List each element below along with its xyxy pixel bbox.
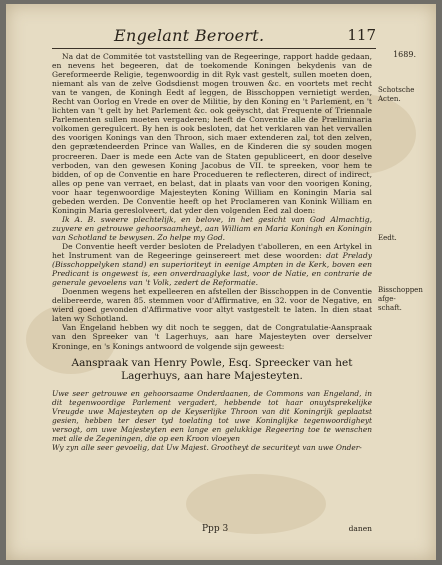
address-closing: Wy zyn alle seer gevoelig, dat Uw Majest. Grootheyt de securiteyt van uwe Onder- [52,442,362,452]
margin-note-bisschoppen: Bisschoppen afge- schaft. [378,286,423,312]
running-title: Engelant Beroert. [114,26,265,45]
margin-note-eedt: Eedt. [378,234,397,242]
margin-year: 1689. [393,50,416,59]
paragraph-commitee: Na dat de Commitée tot vaststelling van de Regeeringe, rapport hadde gedaan, en nevens het begeeren, dat de toekomende Koningen bekydenis van de Gereformeerde Religie, tegenwoordig in dit Ryk vast gestelt, sullen moeten doen, niemant als van de zelve Godsdienst mogen trouwen &c. en voortets met recht van te vangen, de Koningh Eedt af leggen, de Bisschoppen vernietigt werden, Recht van Oorlog en Vrede en over de Militie, by den Koning en 't Parlement, en 't lichten van 't gelt by het Parlement &c. ook geëyscht, dat Frequente of Triennale Parlementen sullen moeten vergaderen; heeft de Conventie alle de Præliminaria volkomen geregulcert. By hen is ook besloten, dat het verklaren van het vervallen des voorigen Konings van den Throon, sich maer extenderen zal, tot den zelven, den geprætendeerden Prince van Walles, en de Kinderen die sy souden mogen procreeren. Daer is mede een Acte van de Staten gepubliceert, en door deselve verboden, van den gewesen Koning Jacobus de VII. te spreeken, voor hem te bidden, of op de Conventie en hare Procedueren te reflecteren, direct of indirect, alles op pene van verraet, en belast, dat in plaats van voor den voorigen Koning, voor haar tegenwoordige Majesteyten Koning William en Koningin Maria sal gebeden werden. De Conventie heeft op het Proclameren van Konink William en Koningin Maria gereslolveert, dat yder den volgenden Eed zal doen: [52,52,372,215]
address-body: Uwe seer getrouwe en gehoorsaame Onderdaanen, de Commons van Engeland, in dit tegenwoordige Parlement vergadert, hebbende tot haar onuytsprekelijke Vreugde uwe Majesteyten op de Keyserlijke Throon van dit Koningrijk geplaatst gesien, hebben ter deser tyd toelating tot uwe Koninglijke tegenwoordigheyt versogt, om uwe Majesteyten een lange en gelukkige Regeering toe te wenschen met alle de Zegeningen, die op een Kroon vloeyen [52,388,372,443]
page-footer [52,524,372,538]
page-number: 117 [347,26,376,44]
catchword: danen [348,524,372,533]
signature-mark: Ppp 3 [202,524,229,534]
oath-text: Ik A. B. sweere plechtelijk, en belove, in het gesicht van God Almachtig, zuyvere en getrouwe gehoorsaamheyt, aan William en Maria Koningh en Koningin van Schotland te bewysen. Zo helpe my God. [52,214,372,242]
address-title-line-1: Aanspraak van Henry Powle, Esq. Spreecker van het [71,356,353,369]
address-title [52,357,372,383]
header-rule [52,48,376,49]
prelady-quote: dat Prelady (Bisschoppelyken stand) en superioriteyt in eenige Ampten in de Kerk, boven een Predicant is ongewest is, een onverdraaglyke last, voor de Natie, en contrarie de generale gevoelens van 't Volk, zedert de Reformatie. [52,251,372,288]
paragraph-prelady [52,242,372,287]
page-header [52,26,376,50]
page-sheet [6,4,436,560]
address-title-line-2: Lagerhuys, aan hare Majesteyten. [121,369,303,382]
paragraph-engeland: Van Engeland hebben wy dit noch te seggen, dat de Congratulatie-Aanspraak van den Spreeker van 't Lagerhuys, aan hare Majesteyten over derselver Kroninge, en 's Konings antwoord de volgende sijn geweest: [52,323,372,351]
body-text [52,52,372,452]
paragraph-vote: Doenmen wegens het expelleeren en afstellen der Bisschoppen in de Conventie delibereerde, waren 85. stemmen voor d'Affirmative, en 32. voor de Negative, en wierd goed gevonden d'Affirmative voor altyt vastgestelt te laten. In dien staat laten wy Schotland. [52,287,372,324]
margin-note-schotsche-acten: Schotsche Acten. [378,86,415,103]
paragraph-prelady-intro: De Conventie heeft verder besloten de Preladyen t'abolleren, en een Artykel in het Instrument van de Regeeringe geinsereert met dese woorden: [52,241,372,261]
